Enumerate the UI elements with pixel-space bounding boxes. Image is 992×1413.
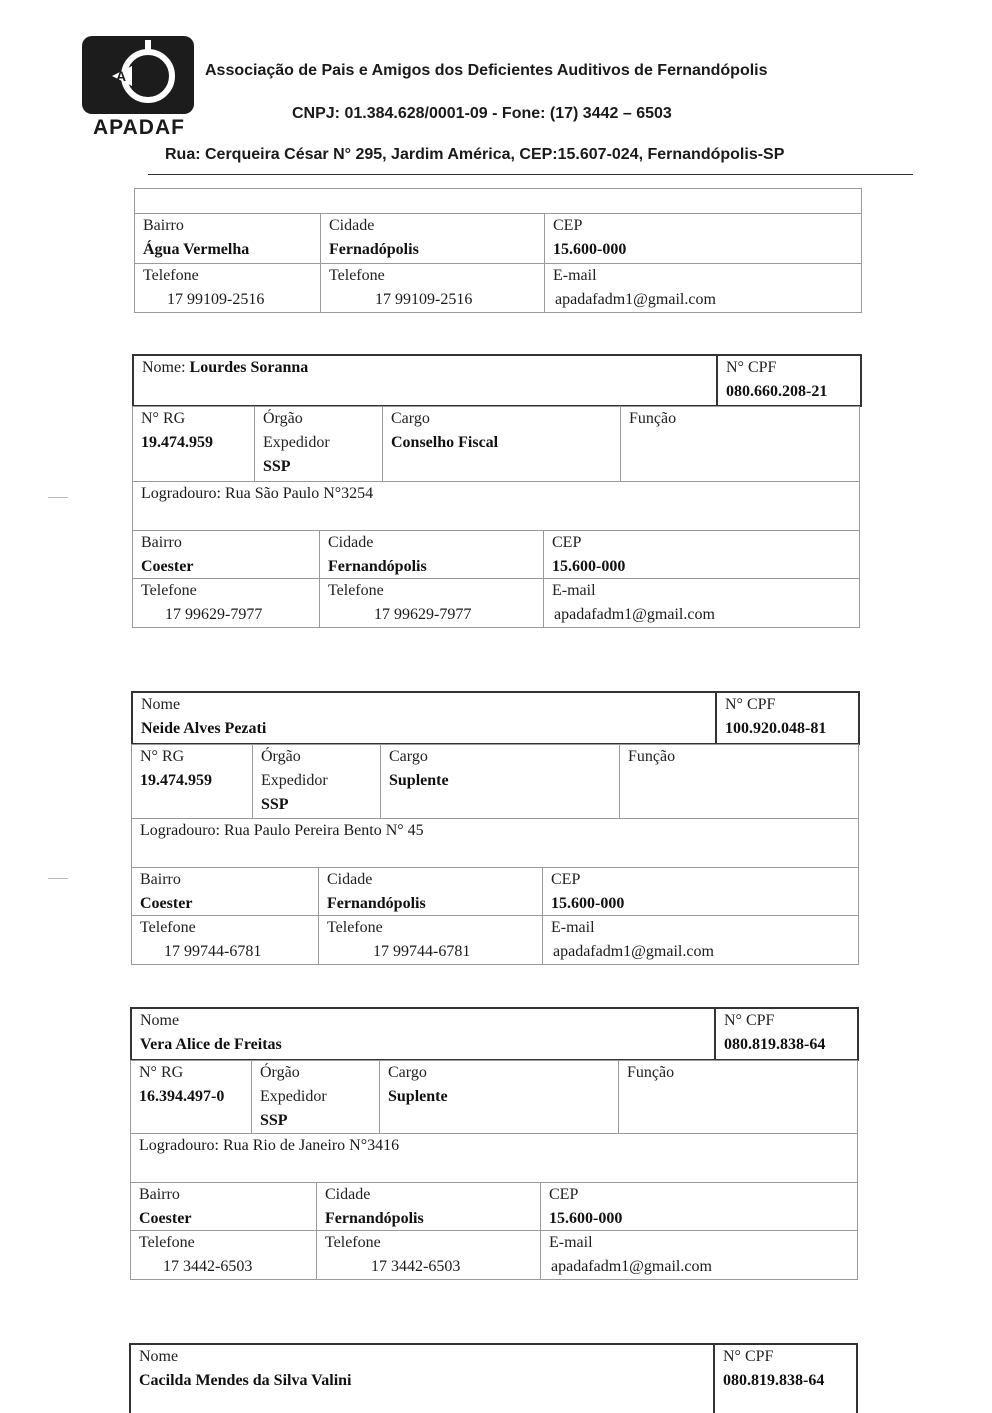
nome-cell: Nome Vera Alice de Freitas [130,1007,716,1061]
logradouro-cell: Logradouro: Rua São Paulo N°3254 [132,481,860,531]
apadaf-logo [80,36,198,138]
bairro-cell: Bairro Água Vermelha [134,213,321,264]
telefone-cell-1: Telefone 17 3442-6503 [130,1230,317,1280]
header-divider [148,174,913,175]
bairro-cell: Bairro Coester [130,1182,317,1231]
orgao-cell: Órgão Expedidor SSP [251,1060,380,1134]
ear-icon [82,36,194,114]
cargo-cell: Cargo Suplente [379,1060,619,1134]
telefone-cell-2: Telefone 17 99744-6781 [318,915,543,965]
cep-cell: CEP 15.600-000 [544,213,862,264]
cpf-cell: N° CPF 080.819.838-64 [713,1343,858,1413]
bairro-cell: Bairro Coester [132,530,320,579]
rg-cell: N° RG 19.474.959 [132,406,255,482]
telefone-cell-1: Telefone 17 99629-7977 [132,578,320,628]
bairro-cell: Bairro Coester [131,867,319,916]
logo-wordmark: APADAF [93,116,185,139]
telefone-cell-2: Telefone 17 99109-2516 [320,263,545,313]
telefone-cell-1: Telefone 17 99109-2516 [134,263,321,313]
cep-cell: CEP 15.600-000 [543,530,860,579]
cep-cell: CEP 15.600-000 [540,1182,858,1231]
svg-text:A: A [116,68,127,84]
logradouro-cell: Logradouro: Rua Rio de Janeiro N°3416 [130,1133,858,1183]
cidade-cell: Cidade Fernandópolis [316,1182,541,1231]
cidade-cell: Cidade Fernandópolis [319,530,544,579]
funcao-cell: Função [618,1060,858,1134]
org-cnpj-phone: CNPJ: 01.384.628/0001-09 - Fone: (17) 3442 – 6503 [292,105,672,122]
letterhead [0,0,992,185]
rg-cell: N° RG 16.394.497-0 [130,1060,252,1134]
orgao-cell: Órgão Expedidor SSP [254,406,383,482]
cidade-cell: Cidade Fernadópolis [320,213,545,264]
telefone-cell-1: Telefone 17 99744-6781 [131,915,319,965]
cidade-cell: Cidade Fernandópolis [318,867,543,916]
cpf-cell: N° CPF 080.660.208-21 [716,354,862,407]
scan-mark [48,878,68,879]
org-address: Rua: Cerqueira César N° 295, Jardim América, CEP:15.607-024, Fernandópolis-SP [165,146,785,163]
nome-cell: Nome Neide Alves Pezati [131,691,717,745]
email-cell: E-mail apadafadm1@gmail.com [540,1230,858,1280]
funcao-cell: Função [620,406,860,482]
orgao-cell: Órgão Expedidor SSP [252,744,381,819]
cargo-cell: Cargo Suplente [380,744,620,819]
scan-mark [48,497,68,498]
cargo-cell: Cargo Conselho Fiscal [382,406,621,482]
email-cell: E-mail apadafadm1@gmail.com [542,915,859,965]
email-cell: E-mail apadafadm1@gmail.com [544,263,862,313]
telefone-cell-2: Telefone 17 99629-7977 [319,578,544,628]
nome-cell: Nome Cacilda Mendes da Silva Valini [129,1343,715,1413]
org-name: Associação de Pais e Amigos dos Deficientes Auditivos de Fernandópolis [205,62,768,79]
funcao-cell: Função [619,744,859,819]
email-cell: E-mail apadafadm1@gmail.com [543,578,860,628]
nome-cell: Nome: Lourdes Soranna [132,354,718,407]
logradouro-cell: Logradouro: Rua Paulo Pereira Bento N° 45 [131,818,859,868]
cpf-cell: N° CPF 100.920.048-81 [715,691,860,745]
cep-cell: CEP 15.600-000 [542,867,859,916]
rg-cell: N° RG 19.474.959 [131,744,253,819]
logradouro-cell-empty [134,188,862,214]
cpf-cell: N° CPF 080.819.838-64 [714,1007,859,1061]
telefone-cell-2: Telefone 17 3442-6503 [316,1230,541,1280]
